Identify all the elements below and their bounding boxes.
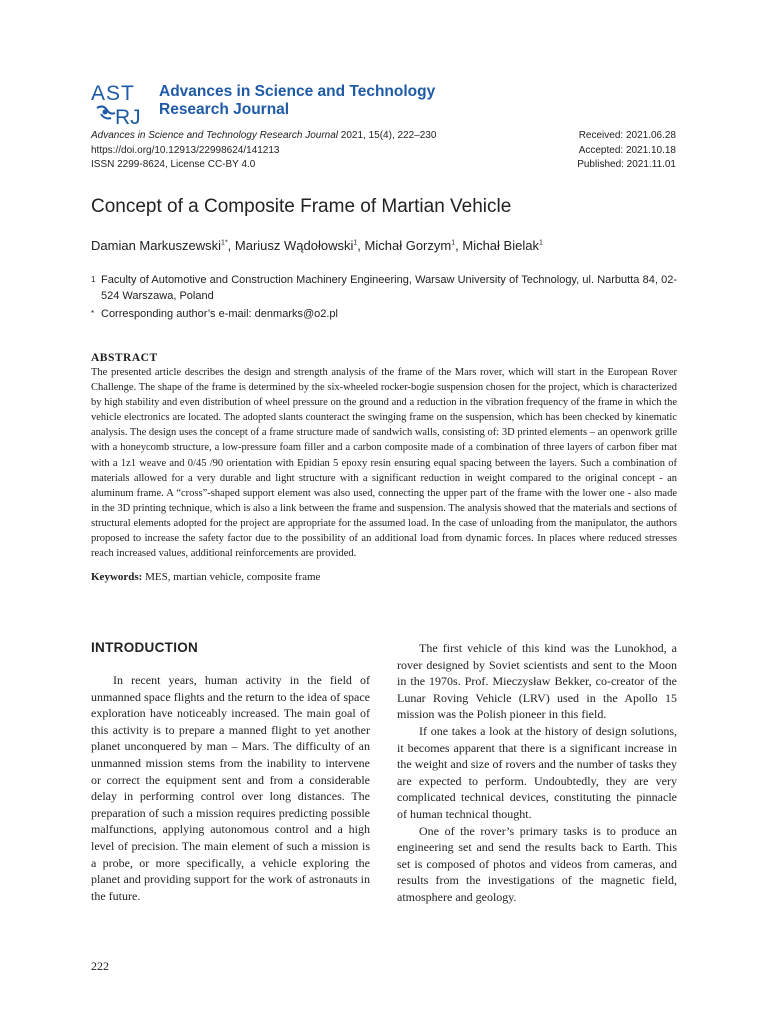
issn-license: ISSN 2299-8624, License CC-BY 4.0 xyxy=(91,159,256,170)
affiliation-text: Faculty of Automotive and Construction Machinery Engineering, Warsaw University of Technology, ul. Narbutta 84, 02-524 Warszawa, Poland xyxy=(101,274,677,302)
affiliations xyxy=(91,272,677,322)
svg-text:AST: AST xyxy=(91,82,135,105)
affiliation-mark: 1 xyxy=(91,275,96,284)
body-paragraph: One of the rover’s primary tasks is to produce an engineering set and send the results back to Earth. This set is composed of photos and videos from cameras, and results from the investigations of the magnetic field, atmosphere and geology. xyxy=(397,823,677,904)
body-paragraph: In recent years, human activity in the field of unmanned space flights and the return to the idea of space exploration have noticeably increased. The main goal of this activity is to prepare a manned flight to yet another planet unconquered by man – Mars. The difficulty of an unmanned mission stems from the inability to intervene or correct the equipment sent and from a considerable delay in performing control over long distances. The preparation of such a mission requires predicting possible malfunctions, applying autonomous control and a high level of precision. The main element of such a mission is a probe, or more specifically, a vehicle exploring the planet and providing support for the work of astronauts in the future. xyxy=(91,673,370,903)
keywords-label: Keywords: xyxy=(91,571,143,584)
received-date: Received: 2021.06.28 xyxy=(578,130,676,141)
affiliation-mark: * xyxy=(91,309,95,318)
abstract-heading: ABSTRACT xyxy=(91,352,158,364)
doi-link[interactable]: https://doi.org/10.12913/22998624/141213 xyxy=(91,144,280,156)
keywords-list: MES, martian vehicle, composite frame xyxy=(142,571,321,584)
citation-block xyxy=(91,129,436,173)
svg-text:RJ: RJ xyxy=(115,106,141,126)
affiliation-item xyxy=(91,306,677,322)
journal-name-line2: Research Journal xyxy=(159,101,290,118)
author-affiliation-mark: 1 xyxy=(353,239,358,247)
body-paragraph: If one takes a look at the history of design solutions, it becomes apparent that there is a significant increase in the weight and size of rovers and the number of tasks they are expected to perform. Undoubtedly, they are very complicated technical devices, constituting the pinnacle of human technical thought. xyxy=(397,723,677,821)
abstract-section xyxy=(91,351,677,585)
citation-details: 2021, 15(4), 222–230 xyxy=(338,130,437,141)
body-paragraph: The first vehicle of this kind was the Lunokhod, a rover designed by Soviet scientists and sent to the Moon in the 1970s. Prof. Mieczysław Bekker, co-creator of the Lunar Roving Vehicle (LRV) used in the Apollo 15 mission was the Polish pioneer in this field. xyxy=(397,641,677,722)
accepted-date: Accepted: 2021.10.18 xyxy=(578,144,676,156)
abstract-text: The presented article describes the design and strength analysis of the frame of the Mars rover, which will start in the European Rover Challenge. The shape of the frame is determined by the six-wheeled rocker-bogie suspension chosen for the project, which is characterized by high stability and even distribution of wheel pressure on the ground and a reduction in the vibration frequency of the frame in which the vehicle electronics are located. The adopted slants counteract the swinging frame on the suspension, which has been checked by kinematic analysis. The design uses the concept of a frame structure made of sandwich walls, consisting of: 3D printed elements – an openwork grille with a honeycomb structure, a low-pressure foam filler and a carbon composite made of a combination of three layers of carbon fiber mat with a 1z1 weave and 0/45 /90 orientation with Epidian 5 epoxy resin ensuring equal spacing between the layers. Such a combination of materials allowed for a very durable and light structure with a significant reduction in weight compared to the original concept - an aluminum frame. A “cross”-shaped support element was also used, connecting the upper part of the frame with the lower one - also made in the 3D printing technique, which is also a link between the frame and suspension. The analysis showed that the materials and sections of structural elements adopted for the project are appropriate for the assumed load. In the case of unloading from the manipulator, the authors proposed to increase the safety factor due to the possibility of an additional load from dynamic forces. In places where reduced stresses reach increased values, additional reinforcements are provided. xyxy=(91,367,677,560)
journal-logo xyxy=(91,80,149,126)
left-column xyxy=(91,640,370,904)
citation-journal: Advances in Science and Technology Research Journal xyxy=(91,130,339,141)
author-name: Damian Markuszewski xyxy=(91,238,222,253)
author-affiliation-mark: 1 xyxy=(538,239,543,247)
author-affiliation-mark: 1 xyxy=(451,239,456,247)
author-list: Damian Markuszewski$^{1*}$, Mariusz Wądołowski$^1$, Michał Gorzym$^1$, Michał Bielak$^1$ xyxy=(91,238,543,253)
page-number: 222 xyxy=(91,959,109,973)
dates-block xyxy=(577,129,676,173)
corresponding-author: Corresponding author’s e-mail: denmarks@o2.pl xyxy=(101,308,338,320)
journal-name-line1: Advances in Science and Technology xyxy=(159,83,436,100)
keywords xyxy=(91,570,677,585)
published-date: Published: 2021.11.01 xyxy=(577,159,676,170)
affiliation-item xyxy=(91,272,677,304)
citation-line xyxy=(91,129,436,144)
right-column xyxy=(397,640,677,906)
author-name: Michał Gorzym xyxy=(364,238,452,253)
author-name: Mariusz Wądołowski xyxy=(234,238,354,253)
section-heading-introduction: INTRODUCTION xyxy=(91,640,199,655)
author-name: Michał Bielak xyxy=(462,238,539,253)
article-title: Concept of a Composite Frame of Martian Vehicle xyxy=(91,196,512,217)
author-affiliation-mark: 1* xyxy=(221,239,228,247)
journal-name xyxy=(159,83,435,119)
